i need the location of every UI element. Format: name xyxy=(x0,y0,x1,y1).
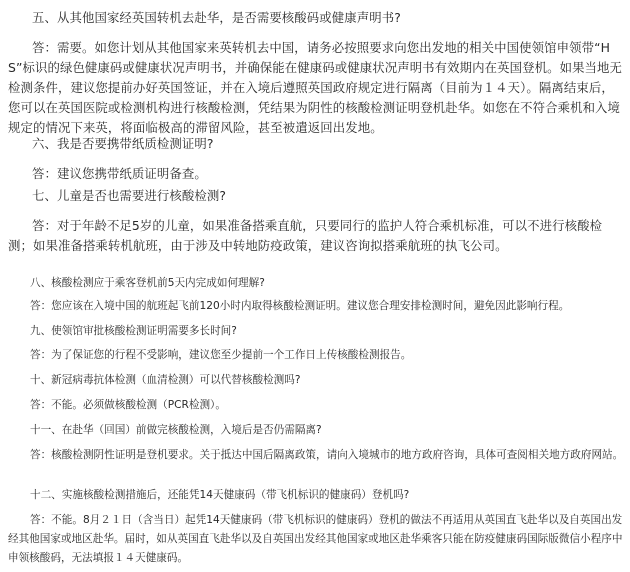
answer-7: 答：对于年龄不足5岁的儿童，如果准备搭乘直航，只要同行的监护人符合乘机标准，可以不进行核酸检测；如果准备搭乘转机航班，由于涉及中转地防疫政策，建议咨询拟搭乘航班的执飞公司。 xyxy=(8,218,603,253)
question-8: 八、核酸检测应于乘客登机前5天内完成如何理解? xyxy=(30,277,265,289)
answer-9: 答：为了保证您的行程不受影响，建议您至少提前一个工作日上传核酸检测报告。 xyxy=(30,349,412,361)
answer-8: 答：您应该在入境中国的航班起飞前120小时内取得核酸检测证明。建议您合理安排检测时间，避免因此影响行程。 xyxy=(30,300,570,312)
answer-5: 答：需要。如您计划从其他国家来英转机去中国，请务必按照要求向您出发地的相关中国使领馆申领带“HS”标识的绿色健康码或健康状况声明书，并确保能在健康码或健康状况声明书有效期内在英国登机。如果当地无检测条件，建议您提前办好英国签证，并在入境后遵照英国政府规定进行隔离（目前为１４天）。隔离结束后，您可以在英国医院或检测机构进行核酸检测，凭结果为阴性的核酸检测证明登机赴华。如您在不符合乘机和入境规定的情况下来英，将面临极高的滞留风险，甚至被遣返回出发地。 xyxy=(8,40,623,135)
answer-12: 答：不能。8月２１日（含当日）起凭14天健康码（带飞机标识的健康码）登机的做法不再适用从英国直飞赴华以及自英国出发经其他国家或地区赴华。届时，如从英国直飞赴华以及自英国出发经其他国家或地区赴华乘客只能在防疫健康码国际版微信小程序中申领核酸码，无法填报１４天健康码。 xyxy=(8,514,623,564)
question-6: 六、我是否要携带纸质检测证明? xyxy=(32,136,214,151)
answer-11: 答：核酸检测阴性证明是登机要求。关于抵达中国后隔离政策，请向入境城市的地方政府咨询，具体可查阅相关地方政府网站。 xyxy=(30,449,624,461)
question-11: 十一、在赴华（回国）前做完核酸检测，入境后是否仍需隔离? xyxy=(30,424,322,436)
question-5: 五、从其他国家经英国转机去赴华，是否需要核酸码或健康声明书? xyxy=(32,10,401,25)
question-12: 十二、实施核酸检测措施后，还能凭14天健康码（带飞机标识的健康码）登机吗? xyxy=(30,489,410,501)
question-9: 九、使领馆审批核酸检测证明需要多长时间? xyxy=(30,325,237,337)
answer-10: 答：不能。必须做核酸检测（PCR检测）。 xyxy=(30,399,226,411)
answer-6-text: 答：建议您携带纸质证明备查。 xyxy=(32,166,207,181)
question-10: 十、新冠病毒抗体检测（血清检测）可以代替核酸检测吗? xyxy=(30,374,301,386)
question-7: 七、儿童是否也需要进行核酸检测? xyxy=(32,188,227,203)
